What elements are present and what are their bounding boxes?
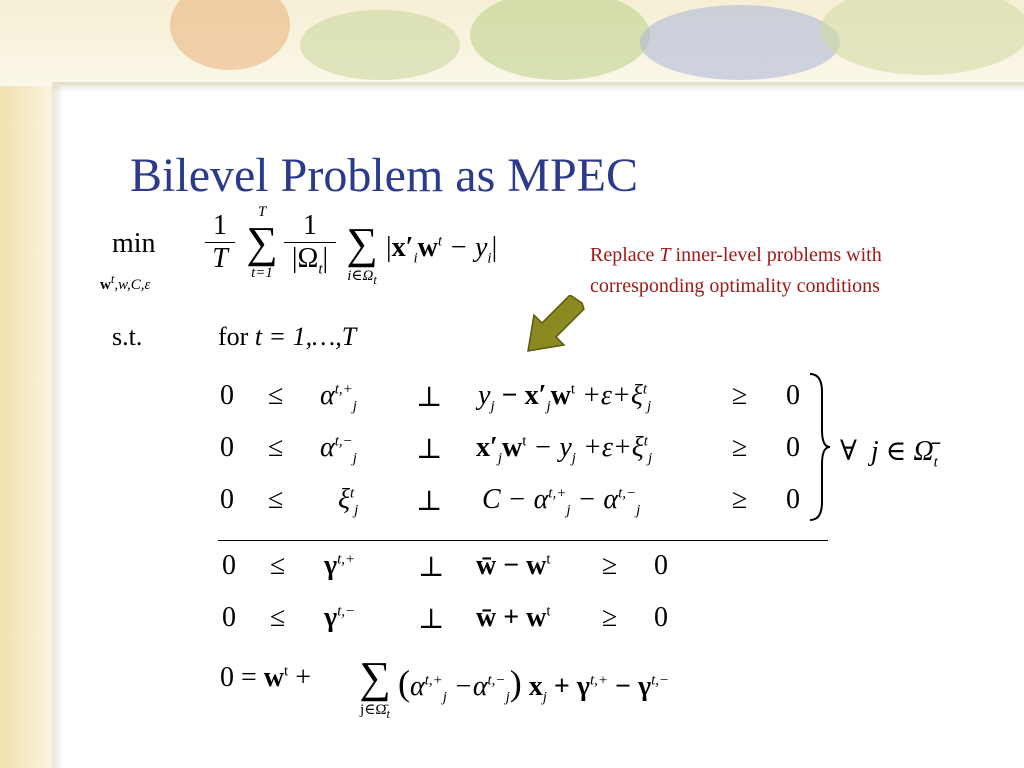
sum-t: T ∑ t=1 xyxy=(246,204,278,281)
note-text: Replace xyxy=(590,244,660,266)
stationarity-rest: $(\alpha^{t,+}_j -\alpha^{t,-}_j) x_j + \gamma^{t,+} - \gamma^{t,-}$ xyxy=(398,663,670,706)
sum-j: ∑ $j\in\Omegā_t$ xyxy=(359,653,391,721)
separator-line xyxy=(218,540,828,541)
sum-i: ∑ $i\in\Omega_t$ xyxy=(346,219,378,287)
row-2: 0 ≤ $\alpha^{t,-}_j$ ⊥ $x'_jw^t - y_j +\varepsilon+\xi^t_j$ ≥ 0 xyxy=(220,432,800,467)
right-brace xyxy=(808,372,830,522)
abs-residual: $|x'_iw^t - y_i|$ xyxy=(386,232,498,267)
left-shadow xyxy=(52,86,64,768)
frac-1-over-T: 1 T xyxy=(205,210,235,275)
row-1: 0 ≤ $\alpha^{t,+}_j$ ⊥ $y_j - x'_jw^t +\varepsilon+\xi^t_j$ ≥ 0 xyxy=(220,380,800,415)
note-text-2: inner-level problems with xyxy=(670,244,882,266)
forall-j: ∀ j ∈ $\Omegā_t$ xyxy=(840,436,938,471)
header-shadow xyxy=(52,82,1024,92)
row-3: 0 ≤ $\xi^t_j$ ⊥ $C - \alpha^{t,+}_j - \alpha^{t,-}_j$ ≥ 0 xyxy=(220,484,800,519)
slide-title: Bilevel Problem as MPEC xyxy=(130,149,638,202)
top-decor-band xyxy=(0,0,1024,86)
stationarity-eq: $0 = w^t$ + xyxy=(220,662,311,693)
gamma-row-1: 0 ≤ $\gamma^{t,+}$ ⊥ w̄ − $w^t$ ≥ 0 xyxy=(222,550,668,583)
annotation-note xyxy=(590,240,882,302)
objective-min-sub: $w^t,w,C,\varepsilon$ xyxy=(100,272,151,293)
st-label: s.t. xyxy=(112,322,143,351)
left-decor-strip xyxy=(0,0,52,768)
note-line-2: corresponding optimality conditions xyxy=(590,275,880,297)
arrow-down-left-icon xyxy=(520,295,590,355)
for-range: for t = 1,…,T xyxy=(218,322,357,351)
frac-1-over-omega: 1 $|\Omega_t|$ xyxy=(284,210,336,279)
gamma-row-2: 0 ≤ $\gamma^{t,-}$ ⊥ w̄ + $w^t$ ≥ 0 xyxy=(222,602,668,635)
note-var: T xyxy=(659,244,671,266)
objective-min: min xyxy=(112,228,156,259)
